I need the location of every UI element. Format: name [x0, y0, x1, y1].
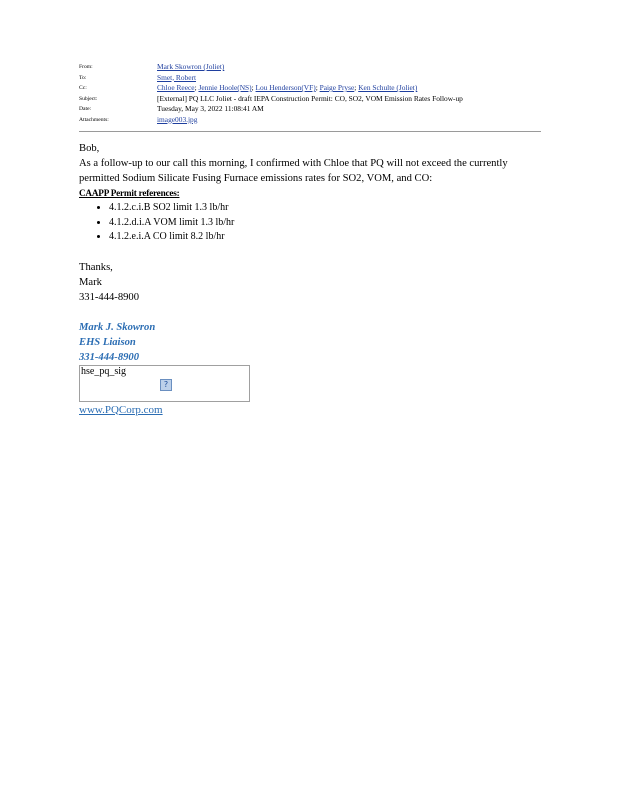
closing-phone: 331-444-8900	[79, 291, 140, 303]
header-cc-row: Cc: Chloe Reece; Jennie Hoole(NS); Lou Henderson(VF); Paige Pryse; Ken Schulte (Joliet)	[79, 83, 418, 92]
header-from-row	[79, 62, 541, 73]
closing	[79, 260, 549, 305]
references-heading: CAAPP Permit references:	[79, 188, 180, 198]
body-paragraph: As a follow-up to our call this morning, I confirmed with Chloe that PQ will not exceed the currently permitted Sodium Silicate Fusing Furnace emissions rates for SO2, VOM, and CO:	[79, 158, 508, 184]
subject-label: Subject:	[79, 95, 98, 102]
subject-text: [External] PQ LLC Joliet - draft IEPA Construction Permit: CO, SO2, VOM Emission Rates Follow-up	[157, 93, 463, 103]
cc-recipient-link[interactable]: Ken Schulte (Joliet)	[358, 83, 418, 92]
from-link[interactable]: Mark Skowron (Joliet)	[157, 62, 225, 71]
signature-name: Mark J. Skowron	[79, 321, 156, 333]
cc-recipient-link[interactable]: Jennie Hoole(NS)	[198, 83, 252, 92]
cc-recipient-link[interactable]: Chloe Reece	[157, 83, 195, 92]
cc-recipient-link[interactable]: Lou Henderson(VF)	[255, 83, 316, 92]
references-list	[79, 201, 549, 245]
signature-phone: 331-444-8900	[79, 351, 140, 363]
signature-title: EHS Liaison	[79, 336, 136, 348]
attachment-link[interactable]: image003.jpg	[157, 114, 198, 124]
from-label: From:	[79, 64, 93, 70]
to-label: To:	[79, 74, 87, 81]
email-header	[79, 62, 541, 125]
list-item: • 4.1.2.d.i.A VOM limit 1.3 lb/hr	[109, 216, 549, 231]
header-divider	[79, 131, 541, 132]
header-to-row	[79, 73, 541, 84]
signature-block	[79, 320, 549, 365]
signature-image-placeholder	[79, 365, 250, 402]
header-attachments-row	[79, 115, 541, 126]
header-subject-row	[79, 94, 541, 105]
closing-thanks: Thanks,	[79, 261, 113, 273]
date-text: Tuesday, May 3, 2022 11:08:41 AM	[157, 104, 264, 113]
to-link[interactable]: Smet, Robert	[157, 72, 197, 82]
list-item: • 4.1.2.c.i.B SO2 limit 1.3 lb/hr	[109, 201, 549, 216]
header-date-row	[79, 104, 541, 115]
email-body	[79, 141, 549, 418]
website-link[interactable]: www.PQCorp.com	[79, 403, 163, 416]
broken-image-icon: ?	[160, 379, 172, 391]
signature-image-alt: hse_pq_sig	[81, 365, 126, 377]
date-label: Date:	[79, 106, 92, 112]
cc-label: Cc:	[79, 85, 87, 91]
list-item: • 4.1.2.e.i.A CO limit 8.2 lb/hr	[109, 230, 549, 245]
closing-name: Mark	[79, 276, 102, 288]
greeting: Bob,	[79, 143, 100, 154]
attachments-label: Attachments:	[79, 116, 109, 123]
cc-recipient-link[interactable]: Paige Pryse	[319, 83, 355, 92]
